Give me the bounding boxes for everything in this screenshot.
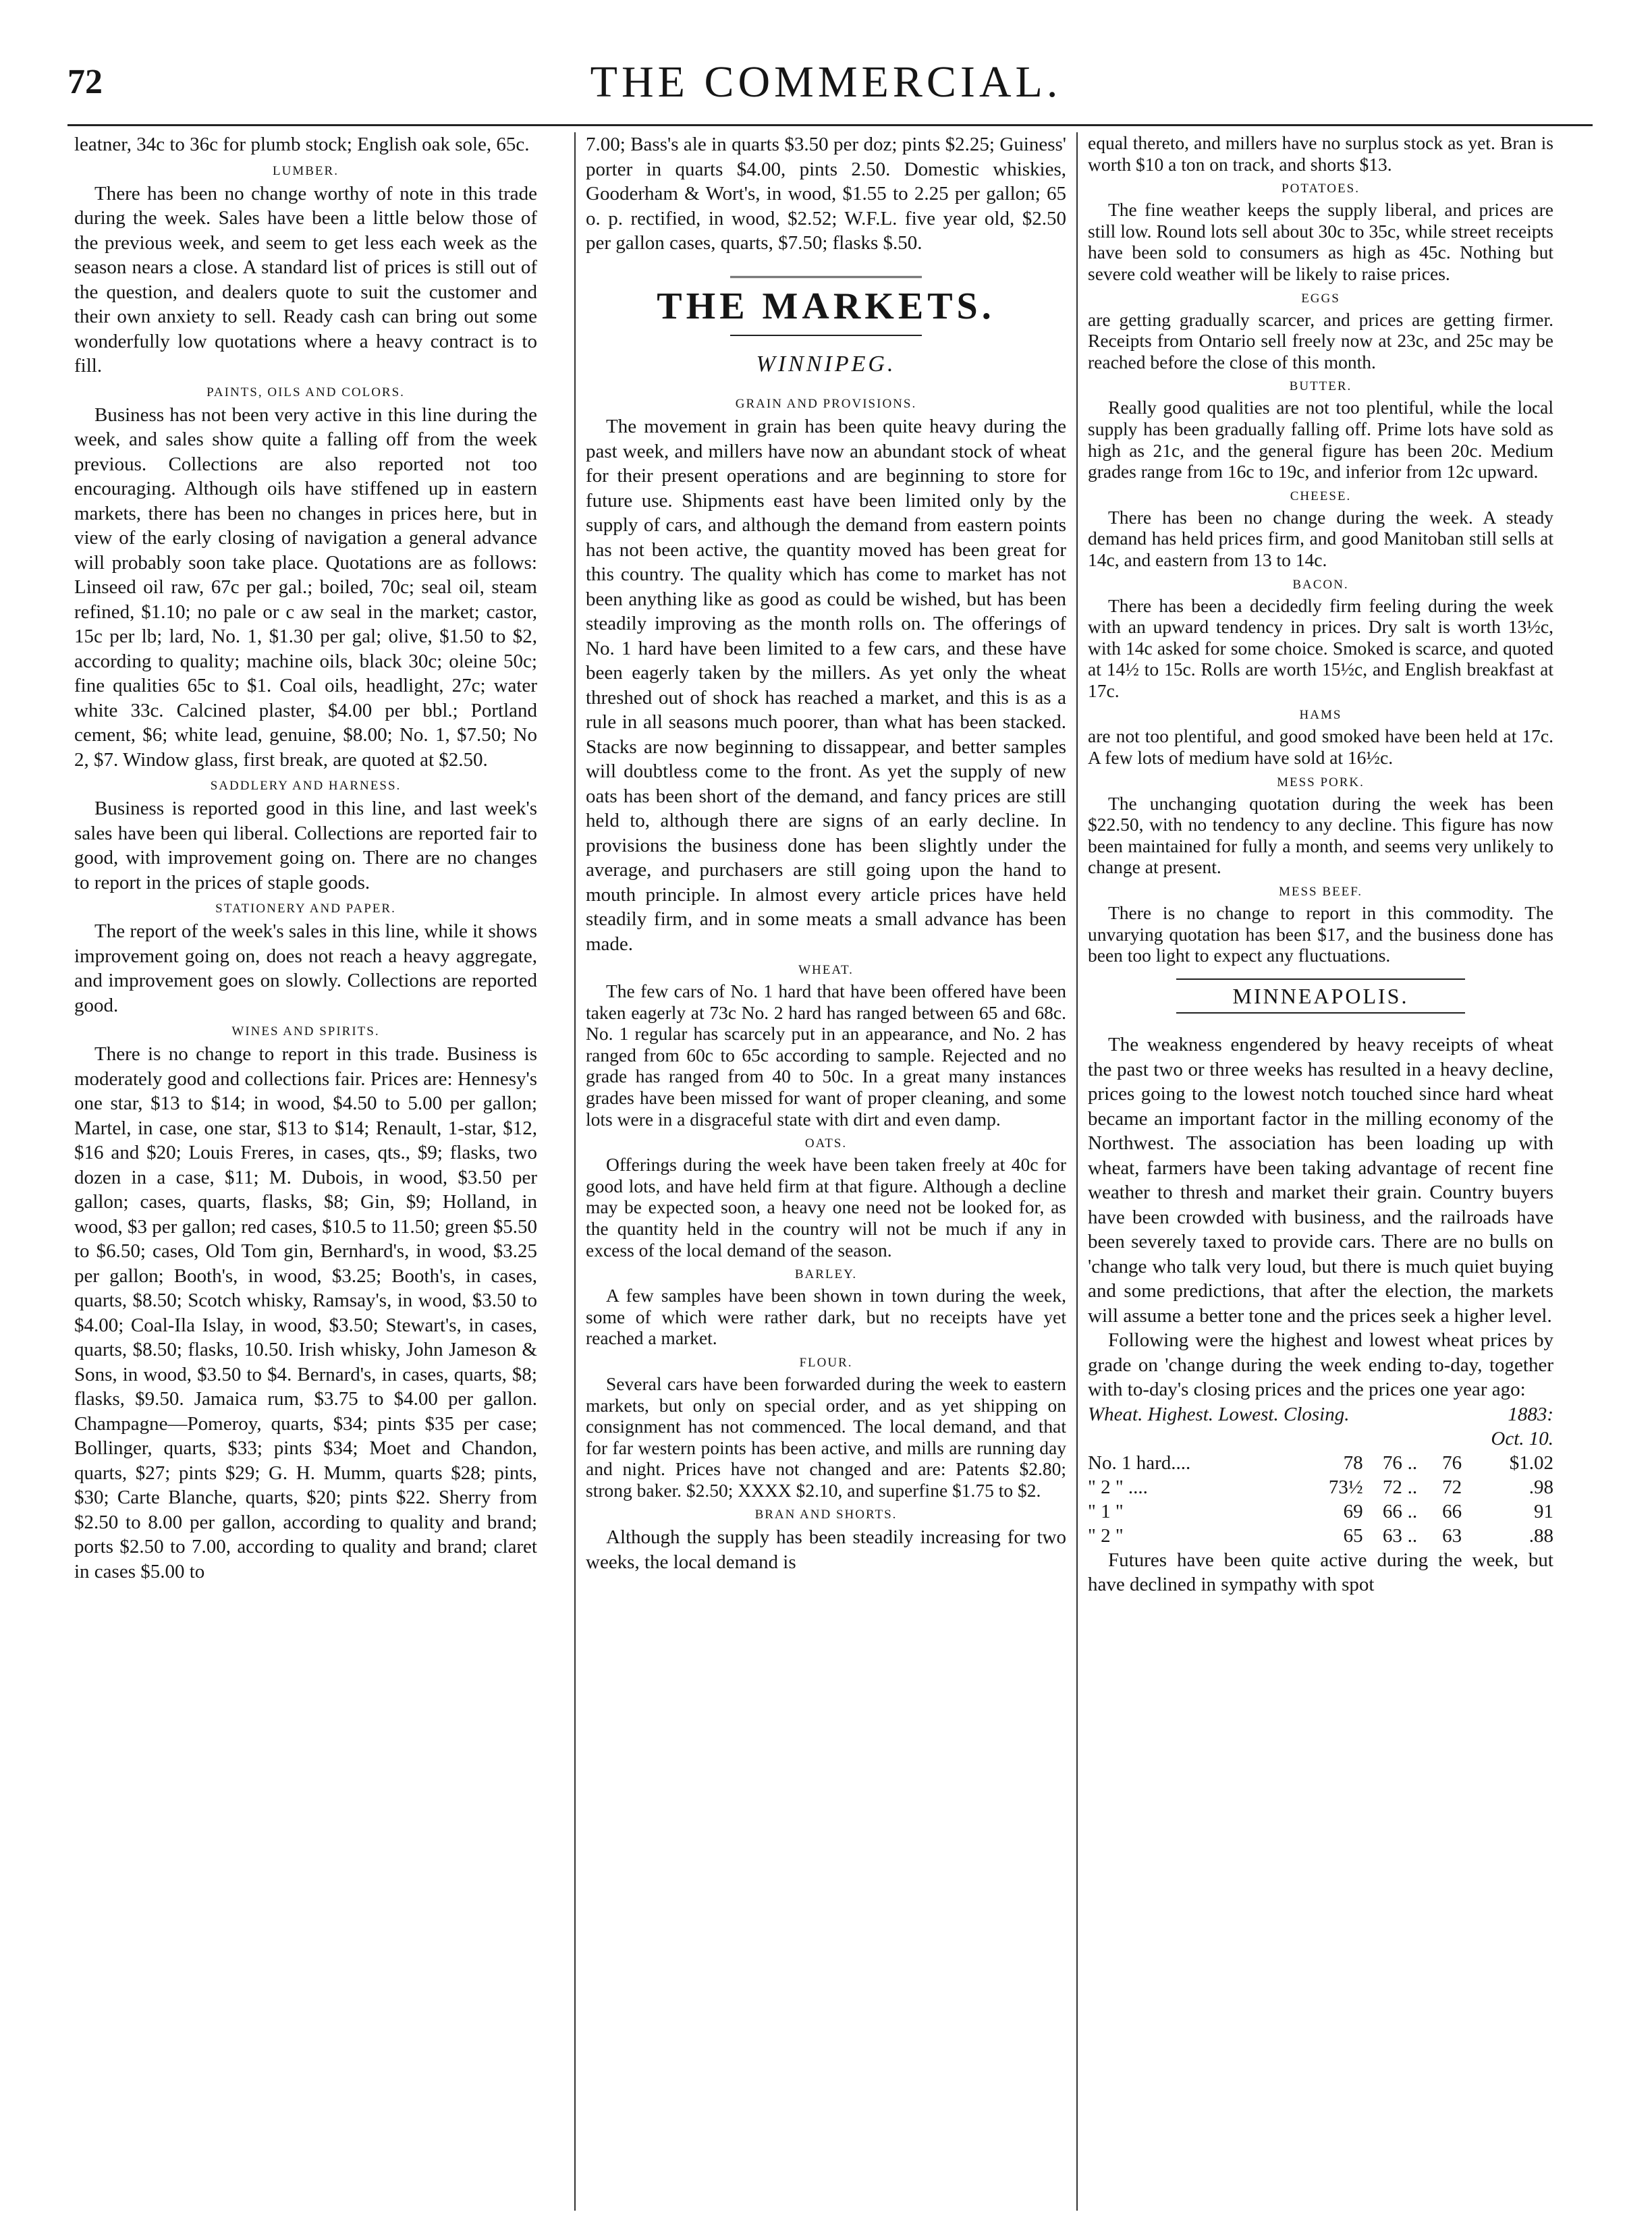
winnipeg-title: WINNIPEG.: [756, 351, 896, 377]
lowest-cell: 76: [1382, 1452, 1402, 1474]
bran-continuation: equal thereto, and millers have no surplus stock as yet. Bran is worth $10 a ton on track, and shorts $13.: [1088, 132, 1553, 175]
highest-cell: 78: [1343, 1452, 1363, 1474]
minneapolis-title: MINNEAPOLIS.: [1176, 978, 1465, 1014]
stationery-paragraph: The report of the week's sales in this line, while it shows improvement going on, does not reach a heavy aggregate, and improvement goes on slowly. Collections are reported good.: [74, 920, 537, 1016]
grain-heading: GRAIN AND PROVISIONS.: [735, 397, 917, 411]
table-row: " 1 " 69 66 .. 66 91: [1088, 1500, 1553, 1522]
grade-cell: " 2 ": [1088, 1524, 1124, 1547]
leather-continuation: leatner, 34c to 36c for plumb stock; English oak sole, 65c.: [74, 134, 530, 155]
butter-heading: BUTTER.: [1289, 379, 1352, 394]
wheat-prices-table: [1088, 1402, 1553, 1548]
cheese-paragraph: There has been no change during the week. A steady demand has held prices firm, and good Manitoban still sells at 14c, and eastern from 13 to 14c.: [1088, 506, 1553, 570]
wines-paragraph: There is no change to report in this trade. Business is moderately good and collections fair. Prices are: Hennesy's one star, $13 to $14; in wood, $4.50 to 5.00 per gallon; Martel, in case, one star, $13 to $14; Renault, 1-star, $12, $16 and $20; Louis Freres, in cases, qts., $9; flasks, two dozen in a case, $11; M. Dubois, in wood, $3.50 per gallon; cases, quarts, flasks, $8; Gin, $9; Holland, in wood, $3 per gallon; red cases, $10.5 to 11.50; green $5.50 to $6.50; cases, Old Tom gin, Bernhard's, in wood, $3.25 per gallon; Booth's, in wood, $3.25; Booth's, in cases, quarts, $8.50; Scotch whisky, Ramsay's, in wood, $3.50 to $4.00; Coal-Ila Islay, in wood, $3.50; Stewart's, in cases, quarts, $8.50; flasks, 10.50. Irish whisky, John Jameson & Sons, in wood, $3.50 to $4. Bernard's, in cases, quarts, $8; flasks, $9.50. Jamaica rum, $3.75 to $4.00 per gallon. Champagne—Pomeroy, quarts, $34; pints $35 per case; Bollinger, quarts, $33; pints $34; Moet and Chandon, quarts, $27; pints $29; G. H. Mumm, quarts $28; pints, $30; Carte Blanche, quarts, $20; pints $22. Sherry from $2.50 to 8.00 per gallon, according to quality and brand; ports $2.50 to 7.00, according to quality and brand; claret in cases $5.00 to: [74, 1043, 537, 1582]
wheat-table-year-date: Oct. 10.: [1491, 1427, 1553, 1449]
year-ago-cell: $1.02: [1509, 1452, 1553, 1474]
highest-cell: 69: [1343, 1500, 1363, 1522]
potatoes-heading: POTATOES.: [1282, 182, 1360, 196]
eggs-paragraph: are getting gradually scarcer, and prices are getting firmer. Receipts from Ontario sell freely now at 23c, and 25c may be reached before the close of this month.: [1088, 308, 1553, 372]
year-ago-cell: .88: [1529, 1524, 1553, 1547]
bran-paragraph: Although the supply has been steadily increasing for two weeks, the local demand is: [586, 1526, 1066, 1573]
markets-rule: [730, 335, 923, 336]
closing-cell: 63: [1442, 1524, 1462, 1547]
lowest-cell: 63: [1382, 1524, 1402, 1547]
highest-cell: 65: [1343, 1524, 1363, 1547]
wheat-paragraph: The few cars of No. 1 hard that have been offered have been taken eagerly at 73c No. 2 hard has ranged between 65 and 68c. No. 1 regular has scarcely put in an appearance, and No. 2 has ranged from 60c to 65c according to sample. Rejected and no grade has ranged from 40 to 50c. In a great many instances grades have been missed for want of proper cleaning, and some lots were in a disgraceful state with dirt and even damp.: [586, 980, 1066, 1130]
mess-pork-heading: MESS PORK.: [1277, 775, 1365, 790]
futures-paragraph: Futures have been quite active during the week, but have declined in sympathy with spot: [1088, 1549, 1553, 1596]
saddlery-heading: SADDLERY AND HARNESS.: [210, 779, 402, 793]
markets-rule-top: [730, 276, 923, 278]
grain-paragraph: The movement in grain has been quite heavy during the past week, and millers have now an abundant stock of wheat for their present operations and are beginning to store for future use. Shipments east have been limited only by the supply of cars, and although the demand from eastern points has not been active, the quantity moved has been great for this country. The quality which has come to market has not been anything like as good as could be wished, but has been steadily improving as the month rolls on. The offerings of No. 1 hard have been limited to a few cars, and these have been eagerly taken by the millers. As yet only the wheat threshed out of shock has reached a market, and this is as a rule in all seasons much poorer, than what has been stacked. Stacks are now beginning to dissappear, and better samples will doubtless come to the front. As yet the supply of new oats has been short of the demand, and fancy prices are still held to, although there are signs of an early decline. In provisions the business done has been slightly under the average, and purchasers are still going upon the hand to mouth principle. In almost every article prices have held steadily firm, and in some meats a small advance has been made.: [586, 416, 1066, 955]
grade-cell: No. 1 hard....: [1088, 1452, 1191, 1474]
oats-paragraph: Offerings during the week have been taken freely at 40c for good lots, and have held firm at that figure. Although a decline may be expected soon, a heavy one need not be looked for, as the quantity held in the country will not be much if any in excess of the local demand of the season.: [586, 1154, 1066, 1261]
paints-paragraph: Business has not been very active in this line during the week, and sales show quite a falling off from the week previous. Collections are also reported not too encouraging. Although oils have stiffened up in eastern markets, there has been no changes in prices here, but in view of the early closing of navigation a general advance will probably soon take place. Quotations are as follows: Linseed oil raw, 67c per gal.; boiled, 70c; seal oil, steam refined, $1.10; no pale or c aw seal in the market; castor, 15c per lb; lard, No. 1, $1.30 per gal; olive, $1.50 to $2, according to quality; machine oils, black 30c; oleine 50c; fine qualities 65c to $1. Coal oils, headlight, 27c; water white 33c. Calcined plaster, $4.00 per bbl.; Portland cement, $6; white lead, genuine, $8.00; No. 1, $7.50; No 2, $7. Window glass, first break, are quoted at $2.50.: [74, 404, 537, 771]
barley-paragraph: A few samples have been shown in town during the week, some of which were rather dark, but no receipts have yet reached a market.: [586, 1285, 1066, 1349]
oats-heading: OATS.: [804, 1136, 848, 1151]
lumber-paragraph: There has been no change worthy of note in this trade during the week. Sales have been a little below those of the previous week, and seem to get less each week as the season nears a close. A standard list of prices is still out of the question, and dealers quote to suit the customer and their own anxiety to sell. Ready cash can bring out some wonderfully low quotations where a heavy contract is to fill.: [74, 182, 537, 377]
bacon-paragraph: There has been a decidedly firm feeling during the week with an upward tendency in prices. Dry salt is worth 13½c, with 14c asked for some choice. Smoked is scarce, and quoted at 14½ to 15c. Rolls are worth 15½c, and English breakfast at 17c.: [1088, 595, 1553, 701]
wheat-table-header: [1088, 1402, 1553, 1427]
stationery-heading: STATIONERY AND PAPER.: [215, 902, 396, 916]
mess-beef-heading: MESS BEEF.: [1278, 885, 1363, 900]
wheat-heading: WHEAT.: [798, 963, 854, 977]
closing-cell: 72: [1442, 1476, 1462, 1498]
column-rule-1: [574, 132, 576, 2211]
column-1: [74, 132, 537, 2197]
masthead: THE COMMERCIAL.: [590, 57, 1062, 107]
lowest-cell: 72: [1382, 1476, 1402, 1498]
flour-heading: FLOUR.: [799, 1355, 853, 1370]
grade-cell: " 2 " ....: [1088, 1476, 1148, 1498]
column-3: [1088, 132, 1553, 2197]
page-number: 72: [67, 63, 103, 101]
hams-heading: HAMS: [1299, 708, 1342, 723]
following-paragraph: Following were the highest and lowest wheat prices by grade on 'change during the week ending to-day, together with to-day's closing prices and the prices one year ago:: [1088, 1329, 1553, 1401]
minneapolis-paragraph: The weakness engendered by heavy receipts of wheat the past two or three weeks has resulted in a heavy decline, prices going to the lowest notch touched since hard wheat became an important factor in the milling economy of the Northwest. The association has been loading up with wheat, farmers have been taking advantage of recent fine weather to thresh and market their grain. Country buyers have been crowded with business, and the railroads have been severely taxed to provide cars. There are no bulls on 'change who talk very loud, but there is much quiet buying and some predictions, that after the election, the markets will assume a better tone and the prices seek a higher level.: [1088, 1034, 1553, 1327]
flour-paragraph: Several cars have been forwarded during the week to eastern markets, but only on special order, and as yet shipping on consignment has not commenced. The local demand, and that for far western points has been active, and mills are running day and night. Prices have not changed and are: Patents $2.80; strong baker. $2.50; XXXX $2.10, and superfine $1.75 to $2.: [586, 1373, 1066, 1501]
lumber-heading: LUMBER.: [273, 163, 339, 178]
mess-beef-paragraph: There is no change to report in this commodity. The unvarying quotation has been $17, and the business done has been too light to expect any fluctuations.: [1088, 902, 1553, 966]
highest-cell: 73½: [1328, 1476, 1363, 1498]
wines-continuation: 7.00; Bass's ale in quarts $3.50 per doz; pints $2.25; Guiness' porter in quarts $4.00, pints 2.50. Domestic whiskies, Gooderham & Wort's, in wood, $1.55 to 2.25 per gallon; 65 o. p. rectified, in wood, $2.52; W.F.L. five year old, $2.50 per gallon cases, quarts, $7.50; flasks $.50.: [586, 134, 1066, 254]
closing-cell: 66: [1442, 1500, 1462, 1522]
paints-heading: PAINTS, OILS AND COLORS.: [206, 385, 405, 399]
markets-title: THE MARKETS.: [657, 285, 995, 327]
column-rule-2: [1076, 132, 1078, 2211]
year-ago-cell: 91: [1534, 1500, 1553, 1522]
year-ago-cell: .98: [1529, 1476, 1553, 1498]
cheese-heading: CHEESE.: [1290, 489, 1352, 503]
mess-pork-paragraph: The unchanging quotation during the week has been $22.50, with no tendency to any decline. This figure has now been maintained for fully a month, and seems very unlikely to change at present.: [1088, 792, 1553, 878]
barley-heading: BARLEY.: [794, 1267, 858, 1282]
table-row: " 2 " .... 73½ 72 .. 72 .98: [1088, 1476, 1553, 1498]
bran-heading: BRAN AND SHORTS.: [754, 1508, 898, 1522]
masthead-rule: [67, 124, 1593, 126]
grade-cell: " 1 ": [1088, 1500, 1124, 1522]
closing-cell: 76: [1442, 1452, 1462, 1474]
column-2: [586, 132, 1066, 2197]
wheat-table-subheader: [1088, 1427, 1553, 1451]
table-row: " 2 " 65 63 .. 63 .88: [1088, 1524, 1553, 1547]
table-row: No. 1 hard.... 78 76 .. 76 $1.02: [1088, 1452, 1553, 1474]
butter-paragraph: Really good qualities are not too plentiful, while the local supply has been gradually falling off. Prime lots have sold as high as 21c, and the general figure has been 20c. Medium grades range from 16c to 19c, and inferior from 12c upward.: [1088, 397, 1553, 482]
saddlery-paragraph: Business is reported good in this line, and last week's sales have been qui liberal. Collections are reported fair to good, with improvement going on. There are no changes to report in the prices of staple goods.: [74, 798, 537, 893]
eggs-heading: EGGS: [1301, 291, 1340, 306]
wheat-table-header-label: Wheat. Highest. Lowest. Closing.: [1088, 1403, 1350, 1425]
lowest-cell: 66: [1382, 1500, 1402, 1522]
wines-heading: WINES AND SPIRITS.: [231, 1024, 380, 1039]
wheat-table-year: 1883:: [1508, 1403, 1553, 1425]
potatoes-paragraph: The fine weather keeps the supply liberal, and prices are still low. Round lots sell about 30c to 35c, while street receipts have been sold to consumers as high as 45c. Nothing but severe cold weather will be likely to raise prices.: [1088, 199, 1553, 284]
hams-paragraph: are not too plentiful, and good smoked have been held at 17c. A few lots of medium have sold at 16½c.: [1088, 725, 1553, 769]
bacon-heading: BACON.: [1292, 577, 1349, 592]
